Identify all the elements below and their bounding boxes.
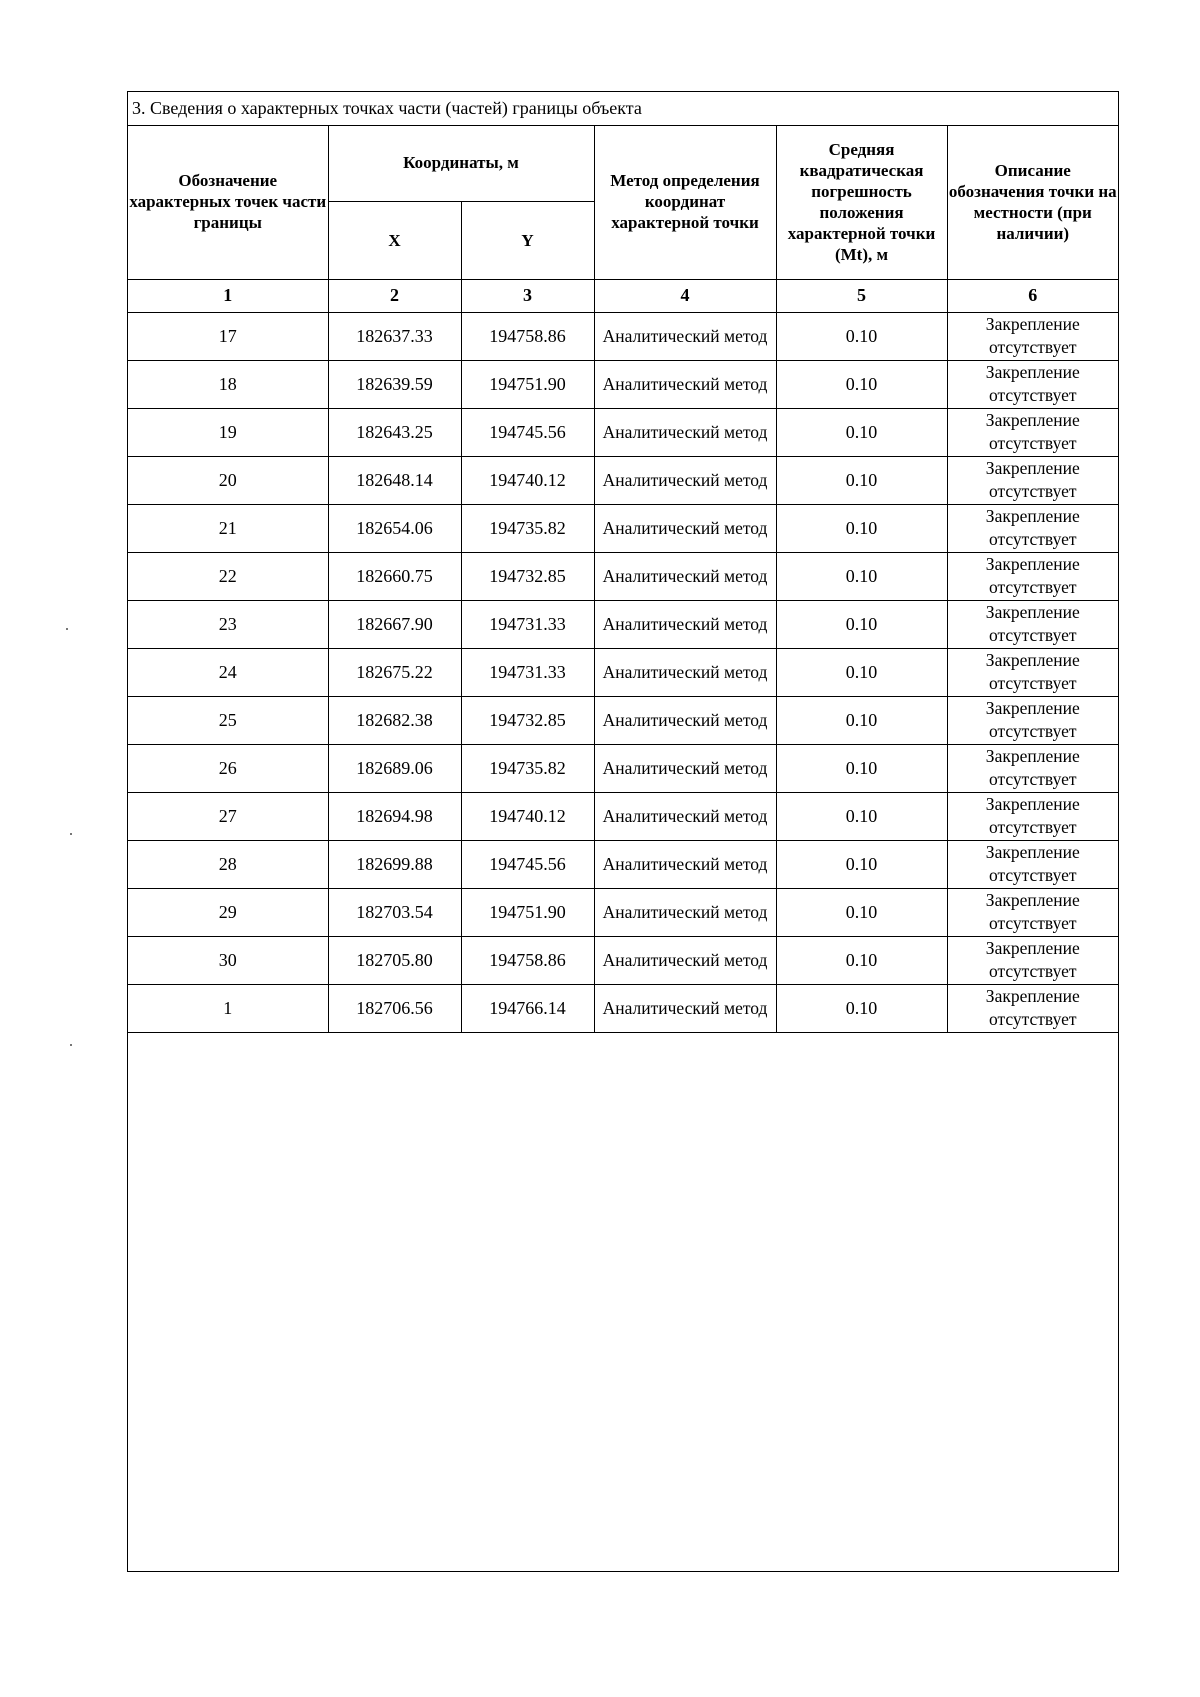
cell-description: Закрепление отсутствует	[947, 600, 1118, 648]
cell-description: Закрепление отсутствует	[947, 360, 1118, 408]
table-row	[128, 360, 1118, 408]
cell-method: Аналитический метод	[594, 744, 776, 792]
cell-error: 0.10	[776, 840, 947, 888]
cell-x: 182643.25	[328, 408, 461, 456]
cell-description: Закрепление отсутствует	[947, 408, 1118, 456]
cell-error: 0.10	[776, 312, 947, 360]
cell-description: Закрепление отсутствует	[947, 456, 1118, 504]
cell-x: 182703.54	[328, 888, 461, 936]
cell-description: Закрепление отсутствует	[947, 984, 1118, 1032]
cell-point: 21	[128, 504, 328, 552]
cell-x: 182705.80	[328, 936, 461, 984]
table-row	[128, 744, 1118, 792]
cell-x: 182648.14	[328, 456, 461, 504]
cell-error: 0.10	[776, 792, 947, 840]
cell-description: Закрепление отсутствует	[947, 936, 1118, 984]
column-number-row	[128, 279, 1118, 312]
cell-x: 182637.33	[328, 312, 461, 360]
scan-artifact	[70, 833, 72, 835]
cell-description: Закрепление отсутствует	[947, 504, 1118, 552]
cell-x: 182660.75	[328, 552, 461, 600]
cell-point: 30	[128, 936, 328, 984]
table-row	[128, 792, 1118, 840]
cell-y: 194740.12	[461, 456, 594, 504]
column-number: 6	[947, 279, 1118, 312]
header-y: Y	[461, 201, 594, 279]
cell-description: Закрепление отсутствует	[947, 840, 1118, 888]
cell-description: Закрепление отсутствует	[947, 696, 1118, 744]
cell-method: Аналитический метод	[594, 888, 776, 936]
cell-x: 182654.06	[328, 504, 461, 552]
cell-error: 0.10	[776, 360, 947, 408]
cell-error: 0.10	[776, 936, 947, 984]
cell-description: Закрепление отсутствует	[947, 648, 1118, 696]
column-number: 5	[776, 279, 947, 312]
cell-error: 0.10	[776, 504, 947, 552]
table-row	[128, 840, 1118, 888]
table-row	[128, 504, 1118, 552]
cell-point: 18	[128, 360, 328, 408]
header-designation: Обозначение характерных точек части границы	[128, 125, 328, 279]
cell-description: Закрепление отсутствует	[947, 888, 1118, 936]
cell-point: 19	[128, 408, 328, 456]
cell-method: Аналитический метод	[594, 408, 776, 456]
cell-method: Аналитический метод	[594, 456, 776, 504]
cell-error: 0.10	[776, 696, 947, 744]
header-method: Метод определения координат характерной точки	[594, 125, 776, 279]
cell-y: 194751.90	[461, 888, 594, 936]
cell-description: Закрепление отсутствует	[947, 312, 1118, 360]
cell-description: Закрепление отсутствует	[947, 552, 1118, 600]
cell-y: 194751.90	[461, 360, 594, 408]
cell-method: Аналитический метод	[594, 840, 776, 888]
cell-method: Аналитический метод	[594, 984, 776, 1032]
cell-method: Аналитический метод	[594, 600, 776, 648]
cell-error: 0.10	[776, 456, 947, 504]
cell-point: 22	[128, 552, 328, 600]
cell-description: Закрепление отсутствует	[947, 744, 1118, 792]
cell-point: 1	[128, 984, 328, 1032]
cell-y: 194731.33	[461, 648, 594, 696]
cell-y: 194758.86	[461, 312, 594, 360]
cell-point: 25	[128, 696, 328, 744]
table-body	[128, 312, 1118, 1032]
cell-description: Закрепление отсутствует	[947, 792, 1118, 840]
section-title: 3. Сведения о характерных точках части (частей) границы объекта	[128, 92, 1118, 126]
table-row	[128, 648, 1118, 696]
table-header	[128, 125, 1118, 312]
cell-method: Аналитический метод	[594, 648, 776, 696]
cell-y: 194758.86	[461, 936, 594, 984]
boundary-points-table	[128, 125, 1118, 1033]
table-row	[128, 456, 1118, 504]
cell-point: 17	[128, 312, 328, 360]
cell-method: Аналитический метод	[594, 792, 776, 840]
cell-x: 182675.22	[328, 648, 461, 696]
cell-point: 26	[128, 744, 328, 792]
cell-point: 23	[128, 600, 328, 648]
cell-error: 0.10	[776, 744, 947, 792]
table-row	[128, 888, 1118, 936]
cell-y: 194731.33	[461, 600, 594, 648]
cell-y: 194735.82	[461, 744, 594, 792]
header-error: Средняя квадратическая погрешность положения характерной точки (Mt), м	[776, 125, 947, 279]
cell-method: Аналитический метод	[594, 312, 776, 360]
column-number: 4	[594, 279, 776, 312]
cell-y: 194745.56	[461, 408, 594, 456]
cell-error: 0.10	[776, 600, 947, 648]
cell-x: 182689.06	[328, 744, 461, 792]
cell-point: 24	[128, 648, 328, 696]
column-number: 3	[461, 279, 594, 312]
cell-y: 194735.82	[461, 504, 594, 552]
table-row	[128, 312, 1118, 360]
cell-point: 20	[128, 456, 328, 504]
column-number: 1	[128, 279, 328, 312]
table-row	[128, 552, 1118, 600]
cell-error: 0.10	[776, 888, 947, 936]
header-coordinates: Координаты, м	[328, 125, 594, 201]
document-frame	[127, 91, 1119, 1572]
table-row	[128, 408, 1118, 456]
scan-artifact	[70, 1044, 72, 1046]
cell-method: Аналитический метод	[594, 504, 776, 552]
cell-x: 182667.90	[328, 600, 461, 648]
cell-point: 29	[128, 888, 328, 936]
cell-y: 194732.85	[461, 696, 594, 744]
cell-x: 182706.56	[328, 984, 461, 1032]
header-x: X	[328, 201, 461, 279]
cell-method: Аналитический метод	[594, 552, 776, 600]
cell-y: 194766.14	[461, 984, 594, 1032]
cell-x: 182699.88	[328, 840, 461, 888]
table-row	[128, 936, 1118, 984]
cell-error: 0.10	[776, 408, 947, 456]
column-number: 2	[328, 279, 461, 312]
cell-method: Аналитический метод	[594, 696, 776, 744]
cell-x: 182639.59	[328, 360, 461, 408]
cell-x: 182694.98	[328, 792, 461, 840]
cell-point: 28	[128, 840, 328, 888]
cell-error: 0.10	[776, 984, 947, 1032]
cell-x: 182682.38	[328, 696, 461, 744]
cell-y: 194740.12	[461, 792, 594, 840]
header-description: Описание обозначения точки на местности (при наличии)	[947, 125, 1118, 279]
cell-error: 0.10	[776, 648, 947, 696]
cell-y: 194732.85	[461, 552, 594, 600]
cell-point: 27	[128, 792, 328, 840]
table-row	[128, 984, 1118, 1032]
cell-y: 194745.56	[461, 840, 594, 888]
cell-method: Аналитический метод	[594, 936, 776, 984]
table-row	[128, 600, 1118, 648]
cell-error: 0.10	[776, 552, 947, 600]
table-row	[128, 696, 1118, 744]
cell-method: Аналитический метод	[594, 360, 776, 408]
scan-artifact	[66, 628, 68, 630]
